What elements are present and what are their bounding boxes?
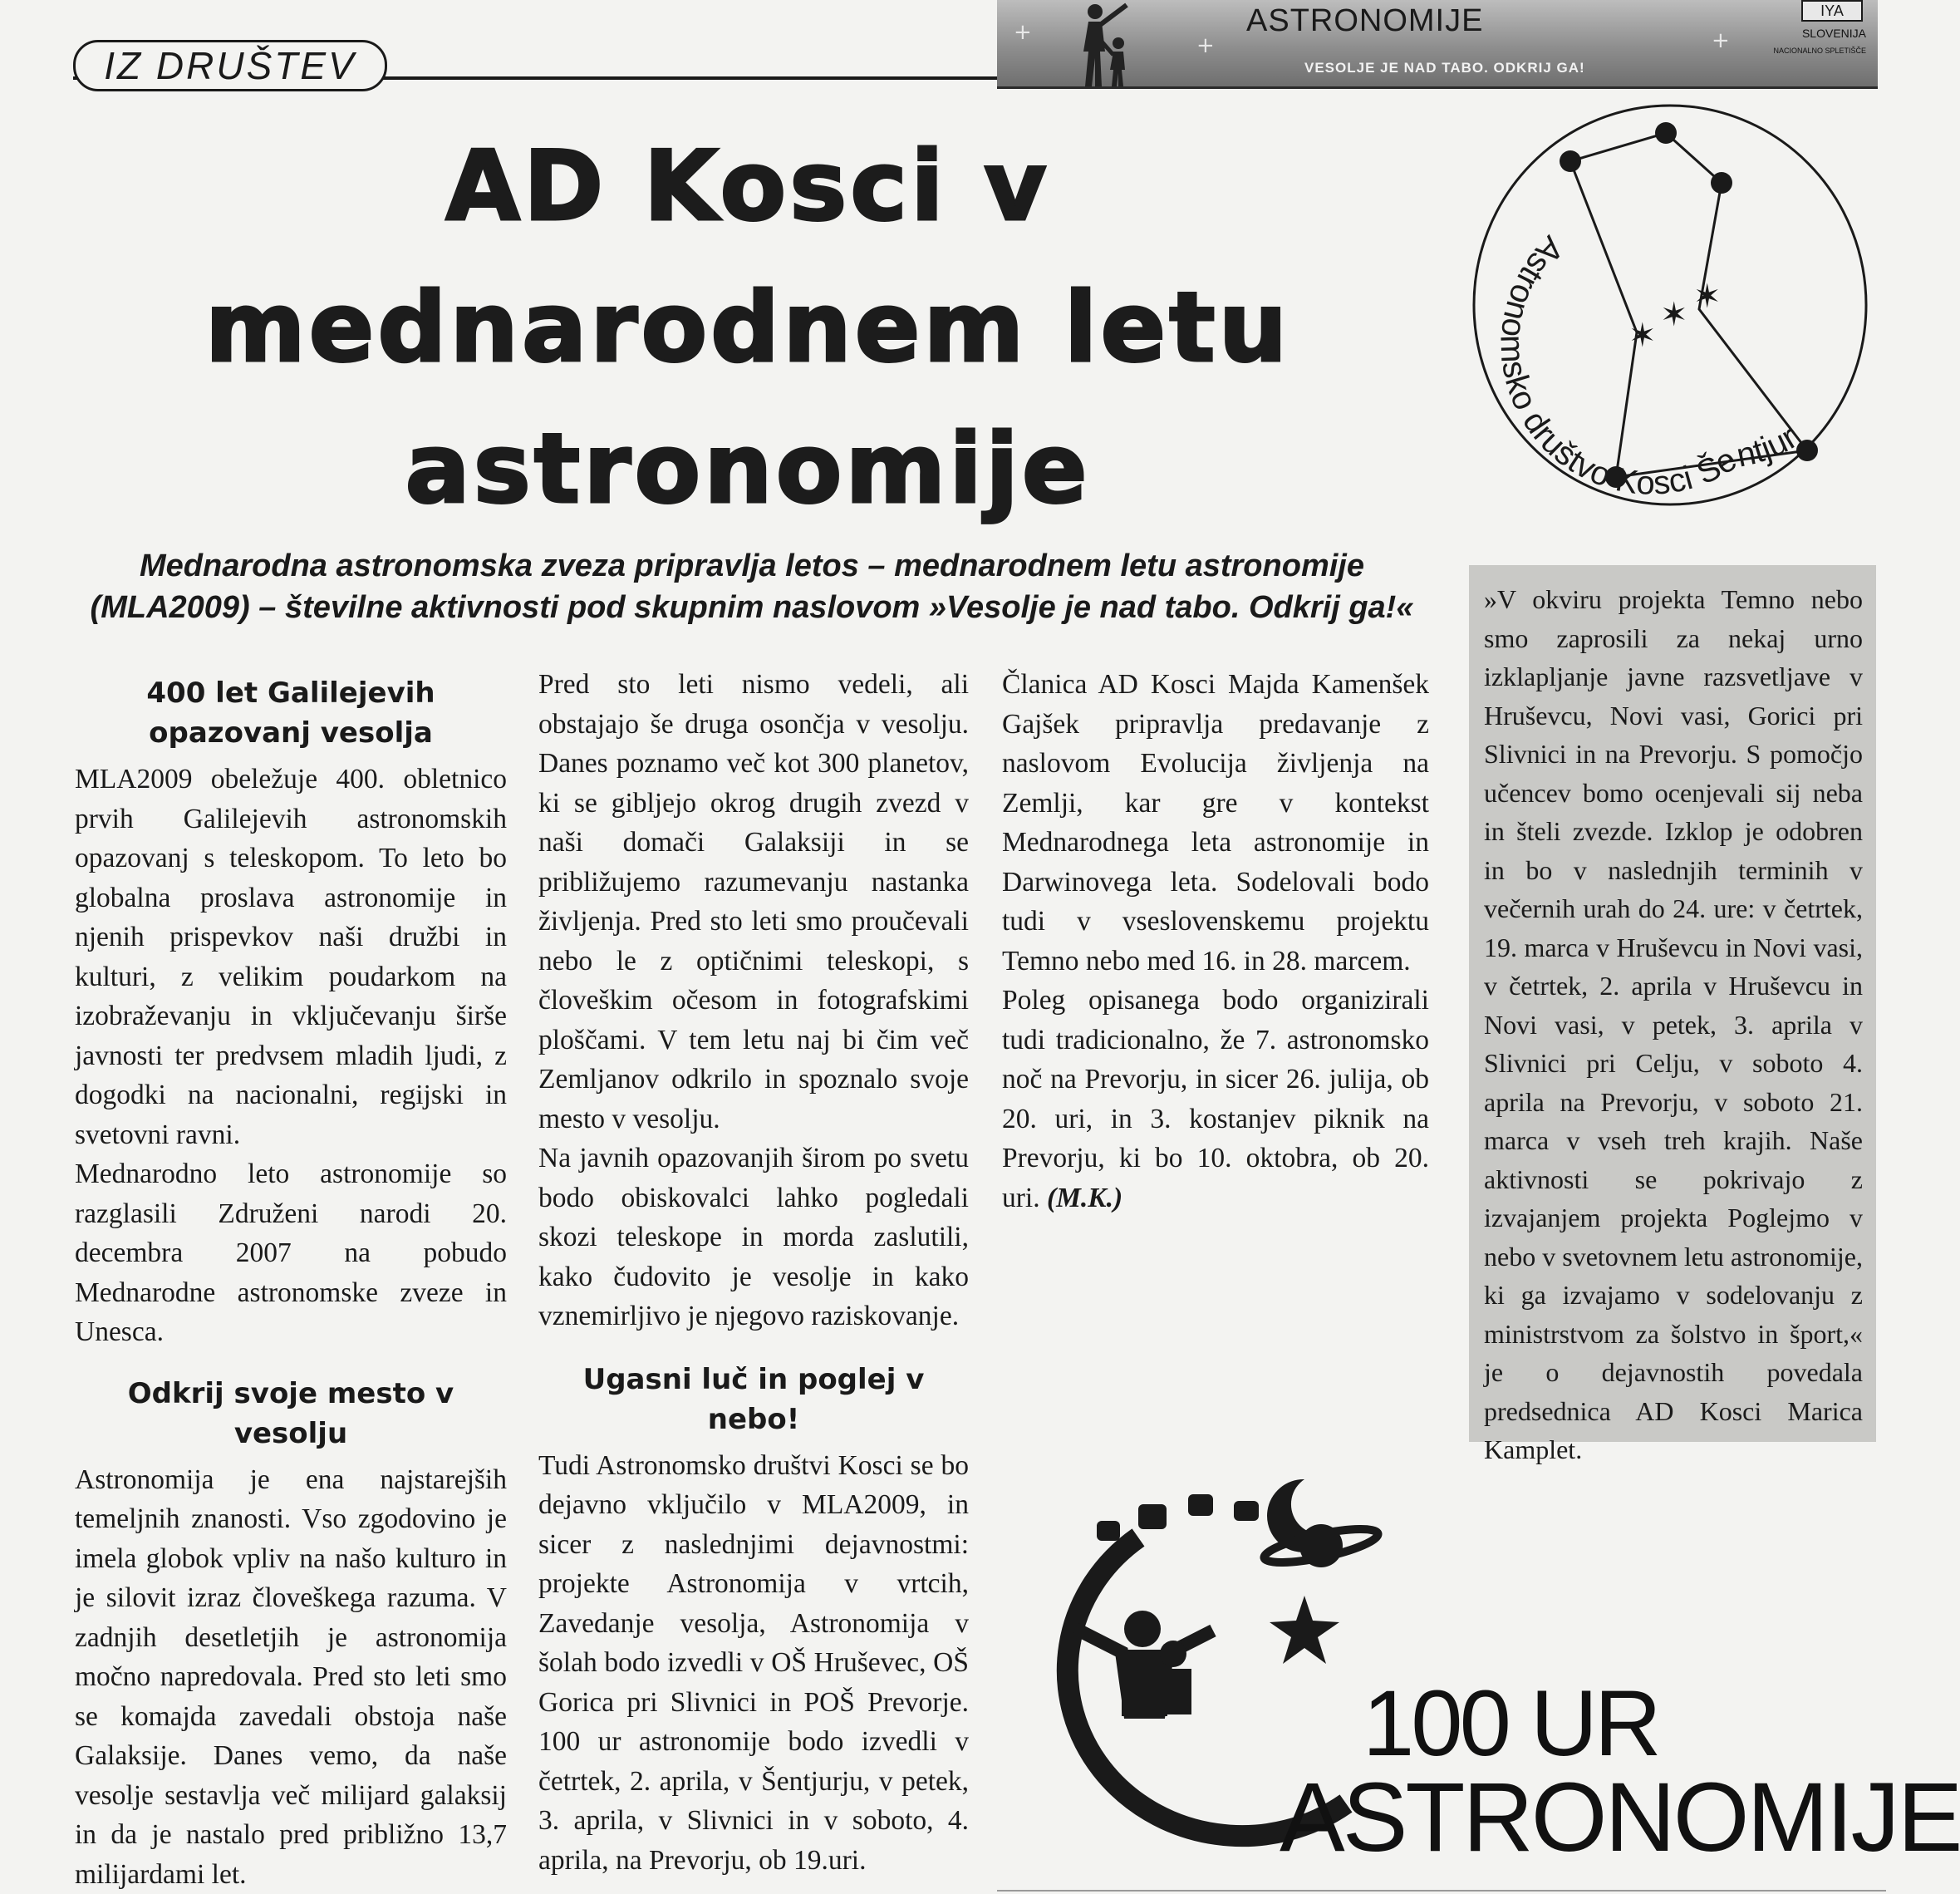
- headline-line-2: mednarodnem letu: [205, 272, 1290, 384]
- paragraph-text: Poleg opisanega bodo organizirali tudi tradicionalno, že 7. astronomsko noč na Prevorju, in sicer 26. julija, ob 20. uri, in 3. kostanjev piknik na Prevorju, ki bo 10. oktobra, ob 20. uri.: [1002, 985, 1429, 1213]
- section-label: IZ DRUŠTEV: [73, 40, 387, 91]
- paragraph: [1002, 981, 1429, 1218]
- family-stargazing-icon: [1047, 0, 1147, 86]
- column-3: [1002, 665, 1429, 1218]
- iya-banner: [997, 0, 1878, 89]
- column-1: [75, 673, 507, 1894]
- round-logo-text: Astronomsko društvo Kosci Šentjur: [1493, 229, 1803, 501]
- paragraph: Na javnih opazovanjih širom po svetu bodo obiskovalci lahko pogledali skozi teleskope in morda zaslutili, kako čudovito je vesolje in kako vznemirljivo je njegovo raziskovanje.: [538, 1139, 969, 1336]
- banner-country: SLOVENIJA: [1802, 27, 1866, 40]
- star-icon: +: [1014, 20, 1032, 45]
- deck: Mednarodna astronomska zveza pripravlja letos – mednarodnem letu astronomije (MLA2009) – številne aktivnosti pod skupnim naslovom »Vesolje je nad tabo. Odkrij ga!«: [75, 545, 1429, 628]
- iya-logo: [1801, 0, 1863, 22]
- logo-100-ur: 100 UR: [1363, 1677, 1658, 1770]
- subheading-mesto: Odkrij svoje mesto v vesolju: [75, 1374, 507, 1454]
- paragraph: Tudi Astronomsko društvi Kosci se bo dejavno vključilo v MLA2009, in sicer z naslednjimi dejavnostmi: projekte Astronomija v vrtcih, Zavedanje vesolja, Astronomija v šolah bodo izvedli v OŠ Hruševec, OŠ Gorica pri Slivnici in POŠ Prevorje. 100 ur astronomije bodo izvedli v četrtek, 2. aprila, v Šentjurju, v petek, 3. aprila, v Slivnici in v soboto, 4. aprila, na Prevorju, ob 19.uri.: [538, 1446, 969, 1881]
- orion-constellation-icon: [1462, 93, 1878, 517]
- paragraph: Pred sto leti nismo vedeli, ali obstajajo še druga osončja v vesolju. Danes poznamo več kot 300 planetov, ki se gibljejo okrog drugih zvezd v naši domači Galaksiji in se približujemo razumevanju nastanka življenja. Pred sto leti smo proučevali nebo le z optičnimi teleskopi, s človeškim očesom in fotografskimi ploščami. V tem letu naj bi čim več Zemljanov odkrilo in spoznalo svoje mesto v vesolju.: [538, 665, 969, 1139]
- subheading-galileo: 400 let Galilejevih opazovanj vesolja: [75, 673, 507, 753]
- logo-astronomije: ASTRONOMIJE: [1280, 1769, 1960, 1867]
- sidebar-quote-box: [1469, 565, 1876, 1442]
- banner-committee: NACIONALNO SPLETIŠČE: [1741, 47, 1866, 55]
- headline-line-3: astronomije: [405, 413, 1090, 525]
- svg-text:✶: ✶: [1628, 317, 1657, 355]
- column-2: [538, 665, 969, 1880]
- subheading-ugasni: Ugasni luč in poglej v nebo!: [538, 1360, 969, 1439]
- paragraph: Mednarodno leto astronomije so razglasili Združeni narodi 20. decembra 2007 na pobudo Mednarodne astronomske zveze in Unesca.: [75, 1154, 507, 1352]
- author-signature: (M.K.): [1047, 1183, 1122, 1213]
- headline: [100, 116, 1396, 540]
- svg-text:Astronomsko društvo Kosci Šent: [1493, 229, 1803, 501]
- banner-slogan: VESOLJE JE NAD TABO. ODKRIJ GA!: [1304, 60, 1585, 76]
- sidebar-quote: »V okviru projekta Temno nebo smo zaprosili za nekaj urno izklapljanje javne razsvetljave v Hruševcu, Novi vasi, Gorici pri Slivnici in na Prevorju. S pomočjo učencev bomo ocenjevali sij neba in šteli zvezde. Izklop je odobren in bo v naslednjih terminih v večernih urah do 24. ure: v četrtek, 19. marca v Hruševcu in Novi vasi, v četrtek, 2. aprila v Hruševcu in Novi vasi, v petek, 3. aprila v Slivnici pri Celju, v soboto 4. aprila na Prevorju, v soboto 21. marca v vseh treh krajih. Naše aktivnosti se pokrivajo z izvajanjem projekta Poglejmo v nebo v svetovnem letu astronomije, ki ga izvajamo v sodelovanju z ministrstvom za šolstvo in šport,« je o dejavnostih povedala predsednica AD Kosci Marica Kamplet.: [1484, 580, 1863, 1469]
- svg-text:✶: ✶: [1693, 278, 1722, 316]
- star-icon: +: [1196, 33, 1215, 58]
- svg-text:✶: ✶: [1660, 296, 1688, 334]
- banner-title: ASTRONOMIJE: [1246, 3, 1483, 39]
- paragraph: Astronomija je ena najstarejših temeljnih znanosti. Vso zgodovino je imela globok vpliv na našo kulturo in je silovit izraz človeškega razuma. V zadnjih desetletjih je astronomija močno napredovala. Pred sto leti smo se komajda zavedali obstoja naše Galaksije. Danes vemo, da naše vesolje sestavlja več milijard galaksij in da je nastalo pred približno 13,7 milijardami let.: [75, 1460, 507, 1894]
- paragraph: MLA2009 obeležuje 400. obletnico prvih Galilejevih astronomskih opazovanj s teleskopom. To leto bo globalna proslava astronomije in njenih prispevkov naši družbi in kulturi, z velikim poudarkom na izobraževanju in vključevanju širše javnosti ter predvsem mladih ljudi, z dogodki na nacionalni, regijski in svetovni ravni.: [75, 760, 507, 1154]
- iya-logo-text: IYA: [1803, 2, 1861, 20]
- paragraph: Članica AD Kosci Majda Kamenšek Gajšek pripravlja predavanje z naslovom Evolucija življenja na Zemlji, kar gre v kontekst Mednarodnega leta astronomije in Darwinovega leta. Sodelovali bodo tudi v vseslovenskemu projektu Temno nebo med 16. in 28. marcem.: [1002, 665, 1429, 981]
- star-icon: +: [1712, 28, 1730, 53]
- star-icon: [1270, 1596, 1339, 1664]
- headline-line-1: AD Kosci v: [445, 130, 1050, 243]
